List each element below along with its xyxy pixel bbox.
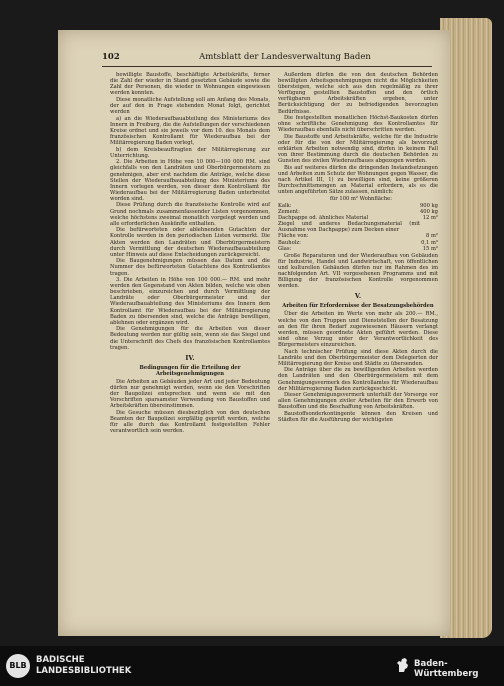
quota-label: Ziegel und anderes Bedachungsmaterial (mit Ausnahme von Dachpappe) zum Decken einer (278, 221, 420, 234)
page-number: 102 (102, 52, 120, 62)
paragraph: Diese Prüfung durch die französische Kontrolle wird auf Grund nochmals zusammenfassender Listen vorgenommen, welche höchstens zweimal monatlich vorgelegt werden und alle erforderlichen Auskünfte enthalten. (110, 202, 270, 227)
paragraph: 2. Die Arbeiten in Höhe von 10 000—100 000 RM. sind gleichfalls von den Landräten und Oberbürgermeistern zu genehmigen, aber erst nachdem die Anträge, welche diese Stellen der Wiederaufbauabteilung des Ministeriums des Innern vorlegen werden, von dieser dem Kontrollamt für Wiederaufbau bei der Militärregierung Baden unterbreitet worden sind. (110, 159, 270, 202)
paragraph: b) dem Kreisbeauftragten der Militärregierung zur Unterrichtung. (110, 146, 270, 159)
paragraph: Baustoffsonderkontingente können den Kreisen und Städten für die Ausführung der wichtigsten (278, 410, 438, 424)
paragraph: Dieser Genehmigungsvermerk unterhält der Vorsorge vor allen Genehmigungen ziviler Arbeiten für den Erwerb von Baustoffen und die Beschaffung von Arbeitskräften. (278, 392, 438, 411)
section-iv-heading: Bedingungen für die Erteilung der Arbeitsgenehmigungen (139, 364, 241, 377)
paragraph: 3. Die Arbeiten in Höhe von 100 000.— RM. und mehr werden den Gegenstand von Akten bilden, welche wie oben beschrieben, einzureichen und durch Vermittlung der Landräte oder Oberbürgermeister und der Wiederaufbauabteilung des Ministeriums des Innern dem Kontrollamt für Wiederaufbau bei der Militärregierung Baden zu übersenden sind, welche die Anträge bewilligen, ablehnen oder ergänzen wird. (110, 277, 270, 326)
quota-value: 12 m² (422, 215, 438, 222)
quota-value: 900 kg (419, 202, 438, 209)
paragraph: Die Baugenehmigungen müssen das Datum und die Nummer des befürworteten Gutachtens des Kontrollamtes tragen. (110, 258, 270, 277)
quota-label: Glas: (278, 245, 292, 252)
paragraph: Die Genehmigungen für die Arbeiten von dieser Bedeutung werden nur gültig sein, wenn sie das Siegel und die Unterschrift des Chefs des französischen Kontrollamtes tragen. (110, 326, 270, 351)
quota-value: 0,1 m³ (421, 239, 438, 246)
paragraph: Außerdem dürfen die von den deutschen Behörden bewilligten Arbeitsgenehmigungen nicht die Möglichkeiten übersteigen, welche sich aus den regelmäßig zu ihrer Verfügung gestellten Baustoffen und den örtlich verfügbaren Arbeitskräften ergeben, unter Berücksichtigung der zu befriedigenden bevorzugten Bedürfnisse. (278, 72, 438, 115)
header-rule (102, 66, 432, 67)
library-name (36, 655, 131, 677)
quota-value: 8 m² (426, 233, 438, 240)
quota-value: 15 m² (422, 245, 438, 252)
table-row (278, 221, 438, 233)
section-iv-numeral: IV. (185, 353, 195, 362)
right-column (278, 72, 438, 424)
paragraph: Große Reparaturen und der Wiederaufbau von Gebäuden für Industrie, Handel und Landwirtschaft, von öffentlichen und kulturellen Gebäuden dürfen nur im Rahmen des im nachfolgenden Art. VII vorgesehenen Programms und mit Billigung der französischen Kontrolle vorgenommen werden. (278, 252, 438, 290)
table-row (278, 246, 438, 252)
paragraph: a) an die Wiederaufbauabteilung des Ministeriums des Innern in Freiburg, die die Aufstellungen der verschiedenen Kreise ordnet und sie jeweils vor dem 10. des Monats dem französischen Kontrollamt für Wiederaufbau bei der Militärregierung Baden vorlegt, (110, 115, 270, 147)
left-column (110, 72, 270, 435)
paragraph: Die Arbeiten an Gebäuden jeder Art und jeder Bedeutung dürfen nur genehmigt werden, wenn sie den Vorschriften der Baupolizei entsprechen und wenn sie mit den Vorschriften sparsamster Verwendung von Baustoffen und Arbeitskräften übereinstimmen. (110, 379, 270, 410)
paragraph: Nach technischer Prüfung sind diese Akten durch die Landräte und den Oberbürgermeister dem Delegierten der Militärregierung der Kreise und Städte zu übersenden. (278, 348, 438, 367)
quota-label: Fläche von: (278, 233, 309, 240)
paragraph: Über die Arbeiten im Werte von mehr als 200.— RM., welche von den Truppen und Dienststellen der Besatzung an den für ihren Bedarf zugewiesenen Häusern verlangt werden, müssen geordnete Akten geführt werden. Diese sind ohne Verzug unter der Verantwortlichkeit des Bürgermeisters einzureichen. (278, 311, 438, 348)
running-title: Amtsblatt der Landesverwaltung Baden (199, 52, 371, 62)
baden-wuerttemberg-lion-icon (396, 657, 410, 673)
section-v-numeral: V. (354, 292, 362, 301)
quota-label: Bauholz: (278, 239, 301, 246)
paragraph: bewilligte Baustoffe, beschäftigte Arbeitskräfte, ferner die Zahl der wieder in Stand gesetzten Gebäude sowie die Zahl der Personen, die wieder in Wohnungen eingewiesen werden konnten. (110, 72, 270, 97)
material-quota-table (278, 203, 438, 252)
library-footer (0, 646, 504, 686)
quota-value (420, 221, 438, 233)
paragraph: Die festgestellten monatlichen Höchst-Baukosten dürfen ohne schriftliche Genehmigung des Kontrollamtes für Wiederaufbau ebenfalls nicht überschritten werden. (278, 115, 438, 134)
library-name-line1: BADISCHE (36, 655, 85, 665)
page-header (102, 52, 432, 66)
paragraph: Die Baustoffe und Arbeitskräfte, welche für die Industrie oder für die von der Militärregierung als bevorzugt erklärten Arbeiten notwendig sind, dürfen in keinem Fall von ihrer Bestimmung durch die deutschen Behörden zu Gunsten des zivilen Wiederaufbaues abgezogen werden. (278, 133, 438, 165)
blb-logo-icon: BLB (6, 654, 30, 678)
paragraph: Die befürworteten oder ablehnenden Gutachten der Kontrolle werden in den periodischen Listen vermerkt. Die Akten werden den Landräten und Oberbürgermeistern durch Vermittlung der deutschen Wiederaufbauabteilung unter Hinweis auf diese Entscheidungen zurückgereicht. (110, 227, 270, 258)
quota-value: 400 kg (419, 209, 438, 216)
paragraph: Bis auf weiteres dürfen die dringenden Instandsetzungen und Arbeiten zum Schutz der Wohnungen gegen Wasser, die nach Artikel III, 1) zu bewilligen sind, keine größeren Durchschnittsmengen an Material erfordern, als es die unten angeführten Sätze zulassen, nämlich: (278, 164, 438, 196)
library-name-line2: LANDESBIBLIOTHEK (36, 666, 132, 676)
paragraph: Die Gesuche müssen diesbezüglich von den deutschen Beamten der Baupolizei sorgfältig geprüft werden, welche für alle durch das Kontrollamt festgestellten Fehler verantwortlich sein werden. (110, 409, 270, 435)
quota-label: Kalk: (278, 202, 292, 209)
paragraph: Diese monatliche Aufstellung soll am Anfang des Monats, der auf den in Frage stehenden Monat folgt, gerichtet werden (110, 96, 270, 116)
paragraph: Die Anträge über die zu bewilligenden Arbeiten werden den Landräten und den Oberbürgermeistern mit dem Genehmigungsvermerk des Kontrollamtes für Wiederaufbau der Militärregierung Baden zurückgeschickt. (278, 367, 438, 392)
quota-label: Dachpappe od. ähnliches Material (278, 215, 369, 222)
quota-title: für 100 m² Wohnfläche: (330, 195, 392, 202)
quota-label: Zement: (278, 209, 300, 216)
state-name: Baden-Württemberg (414, 659, 479, 679)
section-v-heading: Arbeiten für Erfordernisse der Besatzungsbehörden (282, 303, 434, 310)
